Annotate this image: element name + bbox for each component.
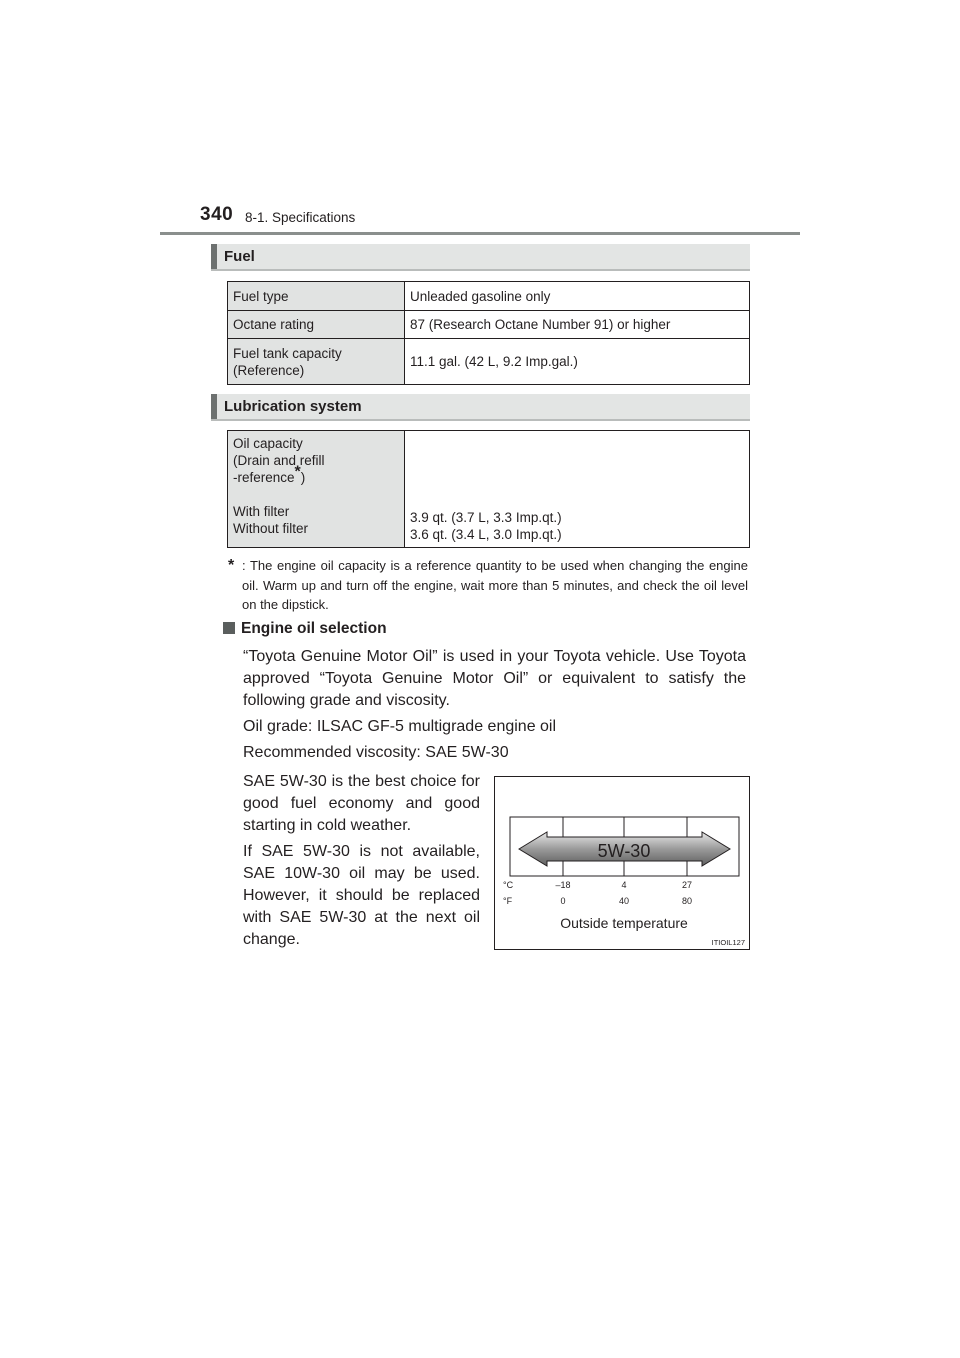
oil-selection-heading-text: Engine oil selection — [241, 620, 387, 637]
celsius-tick-1: –18 — [555, 880, 571, 890]
celsius-tick-3: 27 — [681, 880, 693, 890]
fahrenheit-tick-1: 0 — [560, 896, 566, 906]
fahrenheit-tick-2: 40 — [618, 896, 630, 906]
oil-grade: Oil grade: ILSAC GF-5 multigrade engine oil — [243, 718, 557, 735]
alternative-oil-text: If SAE 5W-30 is not available, SAE 10W-30 oil may be used. However, it should be replaced with SAE 5W-30 at the next oil change. — [243, 843, 480, 948]
figure-code: ITIOIL127 — [711, 938, 745, 947]
heading-bar — [211, 394, 217, 419]
heading-bar — [211, 244, 217, 269]
fuel-type-label: Fuel type — [228, 282, 405, 311]
oil-capacity-label — [228, 431, 405, 548]
oil-capacity-values — [405, 431, 750, 548]
table-row — [228, 311, 750, 339]
fuel-tank-capacity-label-line2: (Reference) — [233, 362, 305, 378]
footnote — [228, 556, 748, 615]
lubrication-heading-text: Lubrication system — [224, 398, 362, 415]
reference-asterisk: * — [294, 463, 301, 481]
oil-capacity-label-close: ) — [300, 470, 306, 485]
oil-selection-heading — [223, 620, 387, 638]
page-number: 340 — [200, 204, 234, 225]
lubrication-heading — [211, 394, 750, 421]
best-choice-text: SAE 5W-30 is the best choice for good fuel economy and good starting in cold weather. — [243, 773, 480, 834]
celsius-unit: °C — [503, 880, 514, 890]
section-title: 8-1. Specifications — [245, 210, 356, 225]
header-divider — [160, 232, 800, 235]
with-filter-value: 3.9 qt. (3.7 L, 3.3 Imp.qt.) — [410, 510, 562, 525]
fahrenheit-tick-3: 80 — [681, 896, 693, 906]
oil-capacity-label-line1: Oil capacity — [233, 436, 303, 451]
oil-selection-intro: “Toyota Genuine Motor Oil” is used in your Toyota vehicle. Use Toyota approved “Toyota Genuine Motor Oil” or equivalent to satisfy the following grade and viscosity. — [243, 648, 746, 709]
octane-rating-label: Octane rating — [228, 311, 405, 339]
octane-rating-value: 87 (Research Octane Number 91) or higher — [405, 311, 750, 339]
fuel-heading — [211, 244, 750, 271]
table-row — [228, 431, 750, 548]
viscosity-temperature-chart — [495, 777, 749, 949]
fuel-tank-capacity-value: 11.1 gal. (42 L, 9.2 Imp.gal.) — [405, 339, 750, 385]
footnote-asterisk: * — [228, 557, 235, 574]
square-bullet-icon — [223, 622, 235, 634]
figure-caption: Outside temperature — [560, 915, 688, 931]
fuel-type-value: Unleaded gasoline only — [405, 282, 750, 311]
table-row — [228, 282, 750, 311]
recommended-viscosity: Recommended viscosity: SAE 5W-30 — [243, 744, 509, 761]
without-filter-value: 3.6 qt. (3.4 L, 3.0 Imp.qt.) — [410, 527, 562, 542]
oil-capacity-label-line3: -reference — [233, 470, 295, 485]
viscosity-figure — [494, 776, 750, 950]
celsius-tick-2: 4 — [621, 880, 627, 890]
fuel-heading-text: Fuel — [224, 248, 255, 265]
fahrenheit-unit: °F — [503, 896, 513, 906]
lubrication-spec-table — [227, 430, 750, 548]
without-filter-label: Without filter — [233, 521, 309, 536]
fuel-tank-capacity-label-line1: Fuel tank capacity — [233, 345, 342, 361]
with-filter-label: With filter — [233, 504, 290, 519]
table-row — [228, 339, 750, 385]
fuel-tank-capacity-label — [228, 339, 405, 385]
oil-capacity-label-line2: (Drain and refill — [233, 453, 325, 468]
fuel-spec-table — [227, 281, 750, 385]
footnote-text: : The engine oil capacity is a reference quantity to be used when changing the engine oil. Warm up and turn off the engine, wait more than 5 minutes, and check the oil level on the dipstick. — [242, 558, 748, 612]
arrow-label: 5W-30 — [597, 841, 651, 861]
